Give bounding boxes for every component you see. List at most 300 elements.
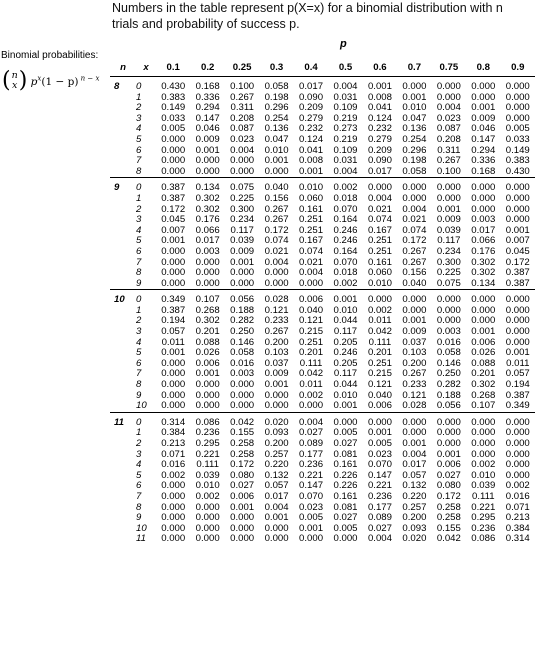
x-cell: 1 (136, 91, 142, 103)
n-cell (110, 167, 136, 178)
probability-cell: 0.058 (402, 165, 427, 177)
probability-cell: 0.221 (471, 501, 496, 513)
probability-cell: 0.066 (471, 235, 496, 247)
probability-cell: 0.177 (299, 448, 324, 460)
x-cell: 7 (136, 368, 142, 380)
probability-cell: 0.000 (230, 400, 255, 412)
probability-cell: 0.430 (161, 81, 186, 92)
probability-cell: 0.000 (195, 501, 220, 513)
n-cell (110, 450, 136, 461)
probability-cell: 0.251 (367, 245, 392, 257)
probability-cell: 0.111 (472, 490, 495, 502)
probability-cell: 0.279 (299, 112, 324, 124)
probability-cell: 0.017 (367, 165, 392, 177)
probability-cell: 0.387 (161, 192, 186, 204)
probability-cell: 0.017 (471, 224, 496, 236)
probability-cell: 0.011 (299, 379, 323, 391)
probability-cell: 0.146 (436, 357, 461, 369)
probability-cell: 0.111 (196, 459, 219, 471)
probability-cell: 0.000 (432, 178, 466, 194)
probability-cell: 0.005 (333, 522, 358, 534)
probability-cell: 0.000 (471, 91, 496, 103)
probability-cell: 0.027 (333, 512, 358, 524)
probability-cell: 0.000 (505, 192, 530, 204)
probability-cell: 0.000 (328, 412, 362, 428)
probability-cell: 0.006 (230, 490, 255, 502)
n-cell (110, 391, 136, 402)
probability-cell: 0.001 (436, 203, 461, 215)
probability-cell: 0.004 (402, 448, 427, 460)
probability-cell: 0.117 (333, 326, 358, 338)
probability-cell: 0.387 (505, 389, 530, 401)
probability-cell: 0.000 (299, 277, 324, 289)
probability-cell: 0.349 (156, 290, 190, 306)
probability-cell: 0.267 (402, 368, 427, 380)
x-cell: 11 (136, 533, 146, 545)
probability-cell: 0.005 (299, 512, 324, 524)
probability-cell: 0.220 (402, 490, 427, 502)
n-cell (110, 247, 136, 258)
table-caption: Numbers in the table represent p(X=x) for a binomial distribution with n trials and probability of success p. (112, 1, 503, 31)
x-cell: 6 (136, 245, 142, 257)
probability-cell: 0.056 (436, 400, 461, 412)
n-cell (110, 327, 136, 338)
probability-cell: 0.001 (505, 224, 530, 236)
probability-cell: 0.117 (230, 224, 254, 236)
probability-cell: 0.387 (156, 178, 190, 194)
probability-cell: 0.000 (161, 490, 186, 502)
probability-cell: 0.023 (299, 501, 324, 513)
probability-cell: 0.000 (471, 304, 496, 316)
n-cell (110, 481, 136, 492)
probability-cell: 0.010 (195, 480, 220, 492)
binomial-table (110, 58, 535, 545)
probability-cell: 0.234 (230, 214, 255, 226)
probability-cell: 0.058 (264, 81, 289, 92)
probability-cell: 0.007 (505, 235, 530, 247)
n-cell (110, 428, 136, 439)
probability-cell: 0.103 (402, 347, 427, 359)
probability-cell: 0.236 (195, 427, 220, 439)
probability-cell: 0.070 (299, 490, 324, 502)
probability-cell: 0.302 (471, 256, 496, 268)
probability-cell: 0.003 (436, 326, 461, 338)
probability-cell: 0.000 (161, 267, 186, 279)
probability-cell: 0.215 (367, 368, 392, 380)
probability-cell: 0.004 (230, 144, 255, 156)
probability-cell: 0.000 (363, 290, 397, 306)
probability-cell: 0.383 (161, 91, 186, 103)
probability-cell: 0.000 (161, 389, 186, 401)
probability-cell: 0.155 (436, 522, 461, 534)
probability-cell: 0.147 (471, 133, 496, 145)
probability-cell: 0.111 (368, 336, 392, 348)
probability-cell: 0.172 (230, 459, 255, 471)
x-header: x (136, 58, 156, 77)
x-cell: 1 (136, 192, 142, 204)
n-cell (110, 492, 136, 503)
x-cell: 2 (136, 315, 142, 327)
probability-cell: 0.295 (195, 438, 220, 449)
probability-cell: 0.209 (299, 102, 324, 114)
probability-cell: 0.066 (195, 224, 220, 236)
probability-cell: 0.267 (230, 91, 255, 103)
n-cell (110, 380, 136, 391)
probability-cell: 0.168 (471, 165, 496, 177)
probability-cell: 0.010 (333, 304, 358, 316)
probability-cell: 0.000 (195, 400, 220, 412)
probability-cell: 0.430 (505, 165, 530, 177)
probability-cell: 0.107 (471, 400, 496, 412)
probability-cell: 0.000 (230, 165, 255, 177)
probability-cell: 0.006 (471, 336, 496, 348)
probability-cell: 0.000 (505, 427, 530, 439)
probability-cell: 0.000 (264, 533, 289, 545)
probability-cell: 0.282 (230, 315, 255, 327)
probability-cell: 0.023 (436, 112, 461, 124)
probability-cell: 0.000 (432, 290, 466, 306)
probability-cell: 0.267 (402, 256, 427, 268)
probability-cell: 0.074 (264, 235, 289, 247)
p-header-cell: 0.9 (501, 58, 535, 77)
probability-cell: 0.246 (333, 224, 358, 236)
probability-cell: 0.000 (436, 438, 461, 449)
probability-cell: 0.001 (161, 235, 186, 247)
probability-cell: 0.002 (299, 389, 324, 401)
probability-cell: 0.000 (505, 81, 530, 92)
probability-cell: 0.080 (436, 480, 461, 492)
probability-cell: 0.004 (367, 192, 392, 204)
probability-cell: 0.000 (161, 155, 186, 167)
probability-cell: 0.221 (299, 469, 324, 481)
n-cell (110, 135, 136, 146)
x-cell: 5 (136, 347, 142, 359)
probability-cell: 0.028 (259, 290, 293, 306)
probability-cell: 0.001 (505, 347, 530, 359)
probability-cell: 0.198 (264, 91, 289, 103)
probability-cell: 0.295 (471, 512, 496, 524)
probability-cell: 0.008 (299, 155, 324, 167)
probability-cell: 0.004 (294, 412, 328, 428)
probability-cell: 0.136 (402, 123, 427, 135)
probability-cell: 0.156 (402, 267, 427, 279)
x-cell: 8 (136, 267, 142, 279)
p-header-cell: 0.8 (466, 58, 500, 77)
probability-cell: 0.007 (161, 224, 186, 236)
probability-cell: 0.026 (195, 347, 220, 359)
probability-cell: 0.172 (402, 235, 427, 247)
probability-cell: 0.058 (436, 347, 461, 359)
probability-cell: 0.279 (367, 133, 392, 145)
p-header-cell: 0.75 (432, 58, 466, 77)
probability-cell: 0.103 (264, 347, 289, 359)
probability-cell: 0.215 (299, 326, 324, 338)
binomial-probabilities-label: Binomial probabilities: (1, 50, 99, 61)
table-row (110, 135, 535, 146)
probability-cell: 0.033 (505, 133, 530, 145)
probability-cell: 0.044 (333, 379, 358, 391)
n-cell (110, 114, 136, 125)
probability-cell: 0.000 (501, 412, 535, 428)
probability-cell: 0.251 (299, 224, 324, 236)
n-cell (110, 534, 136, 545)
probability-cell: 0.387 (161, 304, 186, 316)
probability-cell: 0.080 (230, 469, 255, 481)
probability-cell: 0.000 (230, 267, 255, 279)
probability-cell: 0.000 (436, 315, 461, 327)
probability-cell: 0.039 (471, 480, 496, 492)
probability-cell: 0.383 (505, 155, 530, 167)
probability-cell: 0.172 (436, 490, 461, 502)
probability-cell: 0.200 (402, 357, 427, 369)
probability-cell: 0.000 (230, 389, 255, 401)
probability-cell: 0.001 (264, 512, 289, 524)
probability-cell: 0.236 (471, 522, 496, 534)
n-cell: 9 (110, 178, 136, 194)
probability-cell: 0.000 (230, 512, 255, 524)
probability-cell: 0.004 (333, 81, 358, 92)
probability-cell: 0.037 (264, 357, 289, 369)
probability-cell: 0.000 (505, 112, 530, 124)
probability-cell: 0.250 (230, 326, 255, 338)
p-header-cell: 0.1 (156, 58, 190, 77)
x-cell: 8 (136, 165, 142, 177)
probability-cell: 0.246 (333, 235, 358, 247)
probability-cell: 0.039 (436, 224, 461, 236)
probability-cell: 0.155 (230, 427, 255, 439)
probability-cell: 0.225 (230, 192, 255, 204)
probability-cell: 0.001 (333, 400, 358, 412)
table-row (110, 247, 535, 258)
x-cell: 6 (136, 144, 142, 156)
probability-cell: 0.384 (161, 427, 186, 439)
probability-cell: 0.075 (436, 277, 461, 289)
probability-cell: 0.009 (195, 133, 220, 145)
probability-cell: 0.018 (333, 267, 358, 279)
probability-cell: 0.121 (264, 304, 289, 316)
probability-cell: 0.003 (230, 368, 255, 380)
probability-cell: 0.164 (333, 214, 358, 226)
probability-cell: 0.000 (195, 389, 220, 401)
probability-cell: 0.000 (505, 438, 530, 449)
probability-cell: 0.042 (299, 368, 324, 380)
binomial-formula (2, 70, 99, 92)
probability-cell: 0.246 (333, 347, 358, 359)
probability-cell: 0.027 (230, 480, 255, 492)
probability-cell: 0.221 (195, 448, 220, 460)
probability-cell: 0.000 (505, 214, 530, 226)
probability-cell: 0.017 (402, 459, 427, 471)
probability-cell: 0.234 (436, 245, 461, 257)
probability-cell: 0.039 (195, 469, 220, 481)
probability-cell: 0.000 (161, 533, 186, 545)
probability-cell: 0.200 (402, 512, 427, 524)
n-cell (110, 503, 136, 514)
probability-cell: 0.000 (161, 379, 186, 391)
probability-cell: 0.002 (195, 490, 220, 502)
x-cell: 4 (136, 123, 142, 135)
probability-cell: 0.233 (402, 379, 427, 391)
probability-cell: 0.000 (195, 533, 220, 545)
table-row (110, 401, 535, 412)
probability-cell: 0.267 (264, 214, 289, 226)
n-cell (110, 348, 136, 359)
probability-cell: 0.201 (299, 347, 324, 359)
probability-cell: 0.031 (333, 155, 358, 167)
probability-cell: 0.020 (402, 533, 427, 545)
probability-cell: 0.010 (294, 178, 328, 194)
n-cell (110, 306, 136, 317)
probability-cell: 0.000 (333, 533, 358, 545)
p-header-cell: 0.6 (363, 58, 397, 77)
probability-cell: 0.000 (264, 165, 289, 177)
probability-cell: 0.020 (259, 412, 293, 428)
probability-cell: 0.267 (264, 326, 289, 338)
n-cell (110, 156, 136, 167)
probability-cell: 0.000 (230, 533, 255, 545)
probability-cell: 0.251 (367, 235, 392, 247)
probability-cell: 0.221 (367, 480, 392, 492)
probability-cell: 0.016 (505, 490, 530, 502)
probability-cell: 0.001 (299, 522, 324, 534)
probability-cell: 0.000 (466, 178, 500, 194)
probability-cell: 0.009 (471, 112, 496, 124)
probability-cell: 0.251 (299, 214, 324, 226)
probability-cell: 0.194 (161, 315, 186, 327)
probability-cell: 0.018 (333, 192, 358, 204)
probability-cell: 0.000 (402, 427, 427, 439)
probability-cell: 0.225 (436, 267, 461, 279)
probability-cell: 0.311 (437, 144, 461, 156)
probability-cell: 0.000 (230, 522, 255, 534)
probability-cell: 0.008 (367, 91, 392, 103)
n-cell (110, 103, 136, 114)
probability-cell: 0.314 (156, 412, 190, 428)
formula-n: n (11, 70, 18, 81)
n-cell (110, 205, 136, 216)
probability-cell: 0.167 (367, 224, 392, 236)
p-header-cell: 0.4 (294, 58, 328, 77)
probability-cell: 0.176 (471, 245, 496, 257)
probability-cell: 0.000 (161, 522, 186, 534)
probability-cell: 0.041 (299, 144, 324, 156)
probability-cell: 0.040 (367, 389, 392, 401)
probability-cell: 0.027 (367, 522, 392, 534)
probability-cell: 0.294 (471, 144, 496, 156)
probability-cell: 0.000 (505, 326, 530, 338)
probability-cell: 0.000 (161, 368, 186, 380)
probability-cell: 0.006 (294, 290, 328, 306)
probability-cell: 0.090 (367, 155, 392, 167)
probability-cell: 0.213 (505, 512, 530, 524)
probability-cell: 0.006 (367, 400, 392, 412)
probability-cell: 0.001 (230, 501, 255, 513)
probability-cell: 0.311 (230, 102, 254, 114)
probability-cell: 0.089 (299, 438, 324, 449)
probability-cell: 0.336 (195, 91, 220, 103)
x-cell: 7 (136, 155, 142, 167)
probability-cell: 0.004 (264, 501, 289, 513)
n-cell (110, 146, 136, 157)
probability-cell: 0.004 (402, 203, 427, 215)
x-cell: 5 (136, 133, 142, 145)
probability-cell: 0.273 (333, 123, 358, 135)
probability-cell: 0.000 (402, 81, 427, 92)
probability-cell: 0.254 (402, 133, 427, 145)
probability-cell: 0.070 (333, 256, 358, 268)
x-cell: 1 (136, 304, 142, 316)
n-cell (110, 359, 136, 370)
probability-cell: 0.001 (328, 290, 362, 306)
probability-cell: 0.000 (161, 400, 186, 412)
probability-cell: 0.134 (190, 178, 224, 194)
probability-cell: 0.040 (402, 277, 427, 289)
probability-cell: 0.021 (299, 256, 324, 268)
probability-cell: 0.117 (437, 235, 461, 247)
x-cell: 5 (136, 235, 142, 247)
probability-cell: 0.100 (230, 81, 255, 92)
n-cell: 8 (114, 81, 120, 92)
probability-cell: 0.031 (333, 91, 358, 103)
probability-cell: 0.009 (230, 245, 255, 257)
probability-cell: 0.000 (436, 304, 461, 316)
probability-cell: 0.003 (195, 245, 220, 257)
probability-cell: 0.226 (333, 480, 358, 492)
x-cell: 8 (136, 379, 142, 391)
probability-cell: 0.000 (505, 304, 530, 316)
x-cell: 7 (136, 490, 142, 502)
probability-cell: 0.046 (195, 123, 220, 135)
x-cell: 8 (136, 501, 142, 513)
probability-cell: 0.002 (161, 469, 186, 481)
probability-cell: 0.000 (299, 400, 324, 412)
probability-cell: 0.000 (505, 469, 530, 481)
x-cell: 0 (136, 81, 142, 92)
probability-cell: 0.000 (471, 203, 496, 215)
probability-cell: 0.001 (367, 427, 392, 439)
probability-cell: 0.004 (436, 102, 461, 114)
probability-cell: 0.188 (230, 304, 255, 316)
probability-cell: 0.002 (471, 459, 496, 471)
probability-cell: 0.074 (367, 214, 392, 226)
x-cell: 6 (136, 480, 142, 492)
probability-cell: 0.000 (505, 102, 530, 114)
probability-cell: 0.089 (367, 512, 392, 524)
x-cell: 9 (136, 512, 142, 524)
probability-cell: 0.188 (436, 389, 461, 401)
probability-cell: 0.176 (195, 214, 220, 226)
probability-cell: 0.002 (328, 178, 362, 194)
probability-cell: 0.000 (471, 192, 496, 204)
probability-cell: 0.251 (299, 336, 324, 348)
probability-cell: 0.000 (505, 336, 530, 348)
probability-cell: 0.213 (161, 438, 186, 449)
table-row (110, 290, 535, 306)
n-cell (110, 338, 136, 349)
probability-cell: 0.009 (436, 214, 461, 226)
probability-cell: 0.090 (299, 91, 324, 103)
probability-cell: 0.070 (367, 459, 392, 471)
probability-cell: 0.042 (225, 412, 259, 428)
p-column-header: p (340, 38, 347, 50)
probability-cell: 0.011 (368, 315, 392, 327)
probability-cell: 0.047 (402, 112, 427, 124)
probability-cell: 0.111 (299, 357, 323, 369)
probability-cell: 0.016 (161, 459, 186, 471)
n-cell (110, 316, 136, 327)
probability-cell: 0.136 (264, 123, 289, 135)
probability-cell: 0.250 (436, 368, 461, 380)
